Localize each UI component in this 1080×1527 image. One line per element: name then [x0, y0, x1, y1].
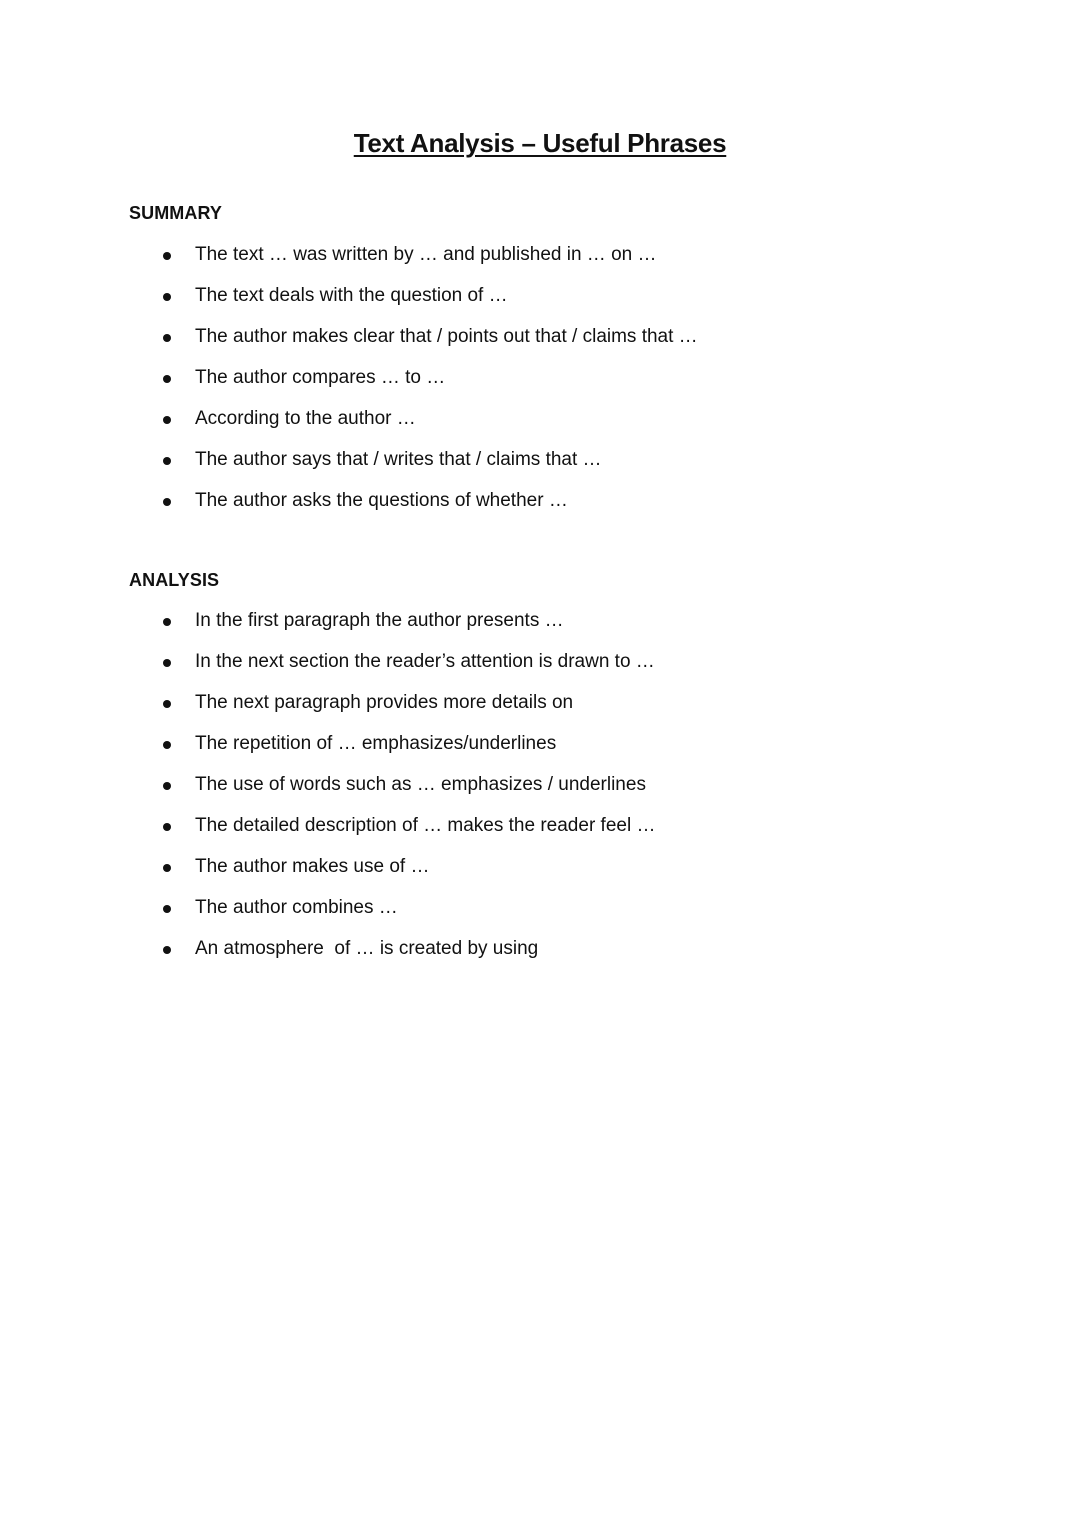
bullet-icon: [163, 905, 171, 913]
bullet-icon: [163, 618, 171, 626]
phrase-text: The use of words such as … emphasizes / underlines: [195, 774, 646, 795]
phrase-text: The author makes use of …: [195, 856, 430, 877]
summary-list-item: [160, 449, 602, 490]
summary-list-item: [160, 326, 698, 367]
bullet-icon: [163, 823, 171, 831]
bullet-icon: [163, 252, 171, 260]
bullet-icon: [163, 659, 171, 667]
analysis-list: [160, 610, 656, 979]
phrase-text: The author compares … to …: [195, 367, 446, 388]
phrase-text: The text deals with the question of …: [195, 285, 508, 306]
phrase-text: The detailed description of … makes the reader feel …: [195, 815, 656, 836]
analysis-list-item: [160, 610, 564, 651]
analysis-heading: ANALYSIS: [129, 570, 220, 590]
summary-list: [160, 244, 698, 531]
summary-heading: SUMMARY: [129, 203, 223, 223]
analysis-list-item: [160, 651, 655, 692]
bullet-icon: [163, 946, 171, 954]
analysis-list-item: [160, 692, 574, 733]
phrase-text: According to the author …: [195, 408, 416, 429]
bullet-icon: [163, 334, 171, 342]
phrase-text: The repetition of … emphasizes/underlines: [195, 733, 557, 754]
page-title: Text Analysis – Useful Phrases: [353, 128, 727, 158]
phrase-text: The author combines …: [195, 897, 398, 918]
analysis-list-item: [160, 815, 656, 856]
bullet-icon: [163, 782, 171, 790]
bullet-icon: [163, 375, 171, 383]
analysis-list-item: [160, 897, 398, 938]
phrase-text: In the next section the reader’s attention is drawn to …: [195, 651, 655, 672]
phrase-text: The author asks the questions of whether …: [195, 490, 568, 511]
summary-list-item: [160, 367, 446, 408]
analysis-list-item: [160, 733, 557, 774]
bullet-icon: [163, 864, 171, 872]
bullet-icon: [163, 457, 171, 465]
analysis-list-item: [160, 856, 430, 897]
summary-list-item: [160, 285, 508, 326]
summary-list-item: [160, 408, 416, 449]
summary-list-item: [160, 244, 657, 285]
bullet-icon: [163, 293, 171, 301]
phrase-text: The next paragraph provides more details on: [195, 692, 574, 713]
phrase-text: In the first paragraph the author presents …: [195, 610, 564, 631]
bullet-icon: [163, 741, 171, 749]
phrase-text: The author says that / writes that / claims that …: [195, 449, 602, 470]
phrase-text: The text … was written by … and published in … on …: [195, 244, 657, 265]
bullet-icon: [163, 498, 171, 506]
analysis-list-item: [160, 774, 646, 815]
bullet-icon: [163, 700, 171, 708]
phrase-text: The author makes clear that / points out that / claims that …: [195, 326, 698, 347]
analysis-list-item: [160, 938, 539, 979]
bullet-icon: [163, 416, 171, 424]
summary-list-item: [160, 490, 568, 531]
phrase-text: An atmosphere of … is created by using: [195, 938, 539, 959]
